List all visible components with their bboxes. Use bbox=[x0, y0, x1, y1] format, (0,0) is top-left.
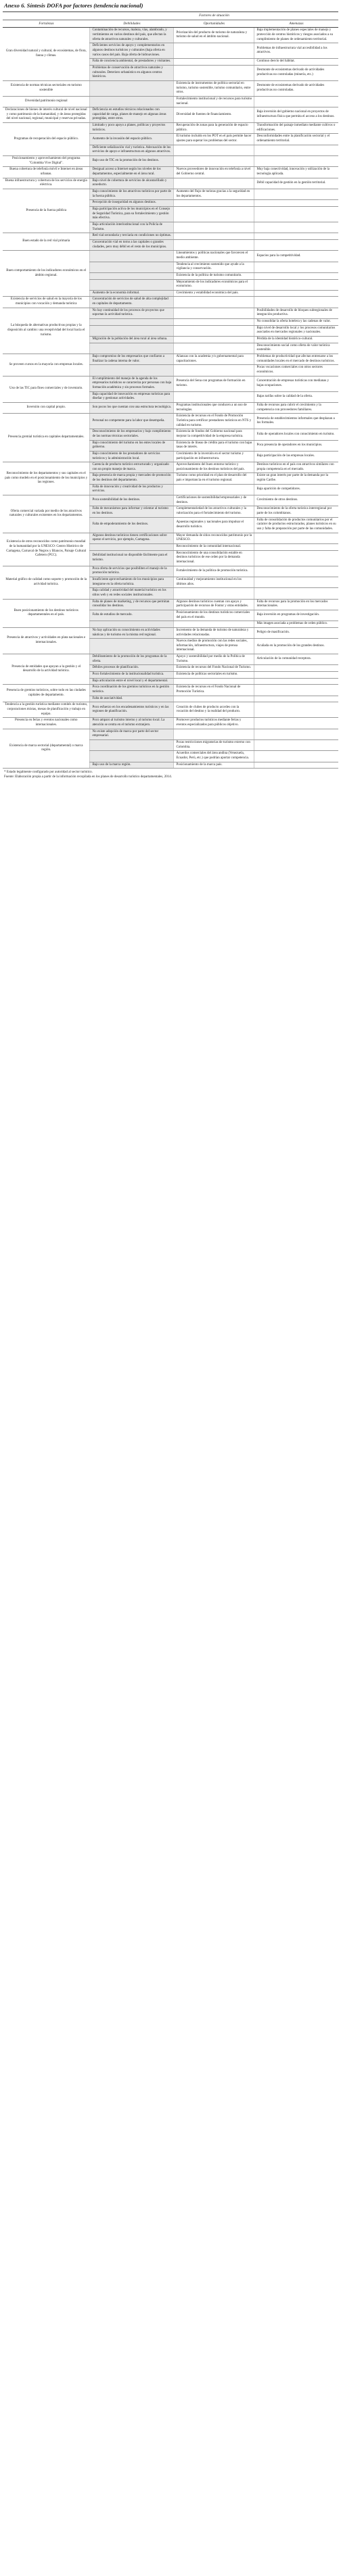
amenaza-cell bbox=[254, 200, 338, 207]
amenaza-cell bbox=[254, 96, 338, 107]
oportunidad-cell: Reconocimiento de una consolidación estable en destinos turísticos de ese orden por la demanda internacional. bbox=[174, 550, 254, 566]
fortaleza-cell: Existencia de servicios de salud en la mayoría de los municipios con vocación y demanda turística bbox=[3, 297, 90, 308]
amenaza-cell bbox=[254, 156, 338, 167]
debilidad-cell: Falta de innovación y creatividad de los productos y servicios. bbox=[90, 484, 174, 495]
amenaza-cell: Poca presencia de operadores en los municipios. bbox=[254, 440, 338, 451]
debilidad-cell: No existe adopción de marca por parte del sector empresarial. bbox=[90, 729, 174, 739]
table-row bbox=[3, 251, 338, 262]
table-row bbox=[3, 308, 338, 318]
table-row bbox=[3, 123, 338, 134]
fortaleza-cell: Presencia gremial turística en capitales departamentales. bbox=[3, 414, 90, 462]
debilidad-cell: Red vial secundaria y terciaria en condiciones no óptimas. bbox=[90, 233, 174, 240]
amenaza-cell bbox=[254, 279, 338, 290]
table-body bbox=[3, 28, 338, 769]
oportunidad-cell bbox=[174, 729, 254, 739]
debilidad-cell bbox=[90, 639, 174, 654]
fortaleza-cell: Inversión con capital propio. bbox=[3, 402, 90, 413]
amenaza-cell bbox=[254, 544, 338, 551]
fortaleza-cell: Oferta comercial variada por medio de los atractivos naturales y culturales existentes en los departamentos. bbox=[3, 495, 90, 533]
oportunidad-cell bbox=[174, 588, 254, 599]
debilidad-cell: Falta de estudios de mercado. bbox=[90, 610, 174, 621]
amenaza-cell: Continuo desvío del hábitat. bbox=[254, 59, 338, 66]
oportunidad-cell: Lineamientos y políticas nacionales que favorecen el medio ambiente. bbox=[174, 251, 254, 262]
amenaza-cell: Desmonte de ecosistemas derivado de actividades productivas no controladas. bbox=[254, 80, 338, 96]
debilidad-cell: Insuficiente aprovechamiento de los municipios para integrarse en la oferta turística. bbox=[90, 577, 174, 587]
debilidad-cell: Bajo conocimiento de los prestadores de servicios turísticos y la administración local. bbox=[90, 451, 174, 462]
debilidad-cell bbox=[90, 739, 174, 750]
fortaleza-cell: Existencia de otros reconocidos como patrimonio mundial de la humanidad por la UNESCO: Centro Histórico de Cartagena, Carnaval de Negros y Blancos, Paisaje Cultural Cafetero (PCC). bbox=[3, 533, 90, 566]
table-row bbox=[3, 685, 338, 696]
oportunidad-cell bbox=[174, 178, 254, 189]
table-row bbox=[3, 178, 338, 189]
debilidad-cell bbox=[90, 621, 174, 628]
debilidad-cell bbox=[90, 751, 174, 762]
amenaza-cell bbox=[254, 239, 338, 250]
amenaza-cell bbox=[254, 672, 338, 679]
debilidad-cell: Falta de empoderamiento de los destinos. bbox=[90, 517, 174, 533]
debilidad-cell bbox=[90, 279, 174, 290]
oportunidad-cell bbox=[174, 325, 254, 336]
debilidad-cell: Deficientes servicios de apoyo y complementarios en algunos destinos turísticos y culturales (baja oferta en varios casos del país. Baja oferta de hidroaviones. bbox=[90, 43, 174, 59]
table-row bbox=[3, 189, 338, 200]
oportunidad-cell: Existencia de recursos en el Fondo de Promoción Turística para certificar prestadores turísticos en NTS y calidad en turismo. bbox=[174, 414, 254, 429]
page bbox=[3, 1, 338, 779]
debilidad-cell bbox=[90, 96, 174, 107]
amenaza-cell: Falta de consolidación de productos comunitarios por el carácter de productos estructurados, planes turísticos en su uso y falta de preparación por parte de las comunidades. bbox=[254, 517, 338, 533]
amenaza-cell bbox=[254, 739, 338, 750]
oportunidad-cell: Apoyo y sostenibilidad por medio de la Política de Turismo. bbox=[174, 654, 254, 665]
fortaleza-cell: Diversidad patrimonio regional bbox=[3, 96, 90, 107]
oportunidad-cell: Certificaciones de sostenibilidad empresariales y de destinos. bbox=[174, 495, 254, 506]
debilidad-cell: Debilidad institucional no disponible fácilmente para el turismo. bbox=[90, 550, 174, 566]
oportunidad-cell: Aprovechamiento del buen entorno turístico y posicionamiento de los destinos turísticos del país. bbox=[174, 462, 254, 473]
table-row bbox=[3, 233, 338, 240]
source-line: Fuente: Elaboración propia a partir de la información recopilada en los planes de desarrollo turístico departamentales, 2014. bbox=[4, 775, 172, 779]
oportunidad-cell: Nuevos proveedores de innovación en telefonía a nivel del Gobierno central. bbox=[174, 167, 254, 178]
debilidad-cell: Desconocimiento de los empresarios y bajo cumplimiento de las normas técnicas sectoriales. bbox=[90, 429, 174, 440]
debilidad-cell: Desigual acceso a Internet según los niveles de los departamentos, especialmente en el área rural. bbox=[90, 167, 174, 178]
fortaleza-cell: Programas de recuperación del espacio público. bbox=[3, 123, 90, 156]
oportunidad-cell bbox=[174, 484, 254, 495]
debilidad-cell: Poco amparo al turismo interno y al turismo local. La atención se centra en el turismo extranjero. bbox=[90, 718, 174, 729]
oportunidad-cell: Existencia de líneas de crédito para el turismo con bajas tasas de interés. bbox=[174, 440, 254, 451]
oportunidad-cell: Programas institucionales que conducen a un uso de tecnologías. bbox=[174, 402, 254, 413]
amenaza-cell bbox=[254, 145, 338, 155]
amenaza-cell bbox=[254, 533, 338, 543]
header-col-fortalezas: Fortalezas bbox=[3, 20, 90, 28]
amenaza-cell bbox=[254, 290, 338, 297]
debilidad-cell: Concentración vial en torno a las capitales o grandes ciudades, pero muy débil en el resto de los municipios. bbox=[90, 239, 174, 250]
oportunidad-cell: Diversidad de fuentes de financiamiento. bbox=[174, 107, 254, 123]
amenaza-cell: Crecimiento de otros destinos. bbox=[254, 495, 338, 506]
amenaza-cell: Bajo nivel de desarrollo local y los procesos comunitarios asociados en mercados regionales y nacionales. bbox=[254, 325, 338, 336]
oportunidad-cell: Creación de clubes de producto acordes con la vocación del destino y la realidad del producto. bbox=[174, 702, 254, 718]
fortaleza-cell: Declaraciones de bienes de interés cultural de nivel nacional y como patrimonio de la humanidad, y de áreas protegidas del nivel nacional, regional, municipal y reservas privadas. bbox=[3, 107, 90, 123]
debilidad-cell bbox=[90, 544, 174, 551]
debilidad-cell: Baja capacidad de innovación en empresas turísticas para diseñar y gestionar actividades. bbox=[90, 391, 174, 402]
fortaleza-cell: Buen comportamiento de los indicadores económicos en el ámbito regional. bbox=[3, 251, 90, 297]
oportunidad-cell: Existencia de políticas sectoriales en turismo. bbox=[174, 672, 254, 679]
oportunidad-cell bbox=[174, 337, 254, 343]
footnote-line: * Estado legalmente configurado por autoridad al sector turístico. bbox=[4, 771, 93, 775]
debilidad-cell bbox=[90, 251, 174, 262]
debilidad-cell: Son pocos los que cuentan con una estructura tecnológica. bbox=[90, 402, 174, 413]
amenaza-cell bbox=[254, 262, 338, 272]
fortaleza-cell: Gran diversidad natural y cultural, de ecosistemas, de flora, fauna y climas. bbox=[3, 28, 90, 81]
table-row bbox=[3, 599, 338, 610]
debilidad-cell: No hay continuidad de los procesos de proyectos que soportan la actividad turística. bbox=[90, 308, 174, 318]
fortaleza-cell: Buen posicionamiento de los destinos turísticos departamentales en el país. bbox=[3, 599, 90, 627]
amenaza-cell: Problemas de productividad que afectan entrenarse a los comunidades locales en el mercado de destinos turísticos. bbox=[254, 354, 338, 365]
oportunidad-cell: Recuperación de zonas para la generación de espacio público. bbox=[174, 123, 254, 134]
oportunidad-cell bbox=[174, 156, 254, 167]
dofa-table bbox=[3, 11, 338, 769]
debilidad-cell: Aumento de la invasión del espacio público. bbox=[90, 134, 174, 145]
table-row bbox=[3, 376, 338, 391]
table-row bbox=[3, 702, 338, 718]
amenaza-cell: Desconocimiento de la oferta turística interregional por parte de los colombianos. bbox=[254, 506, 338, 517]
debilidad-cell: Bajo conocimiento del turismo en los entes locales de gobierno. bbox=[90, 440, 174, 451]
debilidad-cell: Deficiente señalización vial y turística. Adecuación de los servicios de apoyo e infraestructura en algunos atractivos. bbox=[90, 145, 174, 155]
table-row bbox=[3, 402, 338, 413]
header-col-debilidades: Debilidades bbox=[90, 20, 174, 28]
amenaza-cell: Falta de operadores locales con conocimiento en turismo. bbox=[254, 429, 338, 440]
amenaza-cell bbox=[254, 577, 338, 587]
oportunidad-cell: El turismo incluido en los POT en el país permite hacer ajustes para superar los problemas del sector. bbox=[174, 134, 254, 145]
fortaleza-cell: Buena infraestructura y cobertura de los servicios de energía eléctrica. bbox=[3, 178, 90, 189]
debilidad-cell: Baja presencia de marca propia y mercadeo de promoción de los destinos del departamento. bbox=[90, 473, 174, 484]
oportunidad-cell bbox=[174, 391, 254, 402]
debilidad-cell: Baja articulación entre el nivel local y el departamental. bbox=[90, 678, 174, 685]
table-row bbox=[3, 566, 338, 577]
oportunidad-cell bbox=[174, 233, 254, 240]
debilidad-cell bbox=[90, 325, 174, 336]
amenaza-cell: Pérdida de la identidad histórico-cultural. bbox=[254, 337, 338, 343]
fortaleza-cell: Buen estado de la red vial primaria bbox=[3, 233, 90, 251]
amenaza-cell: Peligro de masificación. bbox=[254, 627, 338, 638]
amenaza-cell bbox=[254, 550, 338, 566]
footnote bbox=[4, 771, 338, 779]
oportunidad-cell: Existencia de la política de turismo comunitario. bbox=[174, 272, 254, 279]
oportunidad-cell: Nuevos medios de promoción con las redes sociales, información, infraestructura, viajes de prensa internacional. bbox=[174, 639, 254, 654]
oportunidad-cell: Fortalecimiento institucional y de recursos para turismo nacional. bbox=[174, 96, 254, 107]
debilidad-cell: Poca coordinación de los gremios turísticos en la gestión turística. bbox=[90, 685, 174, 696]
debilidad-cell: Bajo nivel de cobertura de servicios de alcantarillado y acueducto. bbox=[90, 178, 174, 189]
debilidad-cell: Bajo uso de TIC en la promoción de los destinos. bbox=[90, 156, 174, 167]
table-row bbox=[3, 297, 338, 308]
oportunidad-cell bbox=[174, 65, 254, 80]
amenaza-cell: No consolidar la oferta hotelera y las cadenas de valor. bbox=[254, 319, 338, 326]
oportunidad-cell: Posicionamiento de los destinos turísticos comerciales del país en el mundo. bbox=[174, 610, 254, 621]
oportunidad-cell: Existencia de recursos en el Fondo Nacional de Promoción Turística. bbox=[174, 685, 254, 696]
header-group: Factores de situación bbox=[90, 12, 338, 20]
amenaza-cell: Presencia de establecimientos informales que desplazan a los formales. bbox=[254, 414, 338, 429]
amenaza-cell: Baja implementación de planes especiales de manejo y protección de centros históricos y riesgos asociados a su cumplimiento de planes de ordenamiento territorial. bbox=[254, 28, 338, 43]
amenaza-cell: Débil capacidad de gestión en la gestión territorial. bbox=[254, 178, 338, 189]
oportunidad-cell bbox=[174, 43, 254, 59]
oportunidad-cell: Incremento de la demanda de turismo de naturaleza y actividades relacionadas. bbox=[174, 627, 254, 638]
table-row bbox=[3, 718, 338, 729]
debilidad-cell bbox=[90, 319, 174, 326]
amenaza-cell: Articulación de la comunidad receptora. bbox=[254, 654, 338, 665]
debilidad-cell: Poco esfuerzo en los encadenamientos turísticos y en las regiones de planificación. bbox=[90, 702, 174, 718]
oportunidad-cell bbox=[174, 365, 254, 376]
amenaza-cell bbox=[254, 685, 338, 696]
oportunidad-cell: Continuidad y mejoramiento institucional en los últimos años. bbox=[174, 577, 254, 587]
table-row bbox=[3, 28, 338, 43]
debilidad-cell: Carencia de producto turístico estructurado y organizado con un propio manejo de marca. bbox=[90, 462, 174, 473]
fortaleza-cell: Presencia de entidades que apoyan a la gestión y el desarrollo de la actividad turística. bbox=[3, 654, 90, 685]
header-col-amenazas: Amenazas bbox=[254, 20, 338, 28]
table-row bbox=[3, 354, 338, 365]
fortaleza-cell: Presencia en ferias y eventos nacionales como internacionales. bbox=[3, 718, 90, 729]
oportunidad-cell: Posicionamiento de la marca país. bbox=[174, 762, 254, 769]
debilidad-cell: Falta de mecanismos para informar y orientar al turismo en los destinos. bbox=[90, 506, 174, 517]
debilidad-cell: Contaminación de recursos, maleza, vías, alambrado, y vertimientos en varios destinos del país, que afectan la oferta de atractivos naturales y culturales. bbox=[90, 28, 174, 43]
table-row bbox=[3, 80, 338, 96]
amenaza-cell: Baja aparición de competidores. bbox=[254, 484, 338, 495]
oportunidad-cell: Apuestas regionales y nacionales para impulsar el desarrollo turístico. bbox=[174, 517, 254, 533]
debilidad-cell: Falta de planes de marketing, y de recursos que permitan consolidar los destinos. bbox=[90, 599, 174, 610]
oportunidad-cell: Fortalecimiento de la política de promoción turística. bbox=[174, 566, 254, 577]
amenaza-cell: Pocas vocaciones comerciales con otros sectores económicos. bbox=[254, 365, 338, 376]
amenaza-cell: Concentración de empresas turísticas con medianas y bajas ocupaciones. bbox=[254, 376, 338, 391]
oportunidad-cell: Priorización del producto de turismo de naturaleza y turismo de salud en el ámbito nacional. bbox=[174, 28, 254, 43]
amenaza-cell: Bajas tarifas sobre la calidad de la oferta. bbox=[254, 391, 338, 402]
amenaza-cell bbox=[254, 189, 338, 200]
header-blank bbox=[3, 12, 90, 20]
fortaleza-cell: Se proveen cursos en la mayoría con empresas locales. bbox=[3, 354, 90, 376]
oportunidad-cell: Presencia del Sena con programas de formación en turismo. bbox=[174, 376, 254, 391]
oportunidad-cell bbox=[174, 343, 254, 354]
amenaza-cell: Destinos turísticos en el país con atractivos similares con propia competencia en el mercado. bbox=[254, 462, 338, 473]
amenaza-cell bbox=[254, 233, 338, 240]
debilidad-cell: Limitado y poco apoyo a planes, políticas y proyectos turísticos. bbox=[90, 123, 174, 134]
debilidad-cell: No hay aplicación su conocimiento en actividades náuticas y de turismo en la misma red regional. bbox=[90, 627, 174, 638]
oportunidad-cell: Mejoramiento de los indicadores económicos para el ecoturismo. bbox=[174, 279, 254, 290]
amenaza-cell: Desmonte de ecosistemas derivado de actividades productivas no controladas (minería, etc.) bbox=[254, 65, 338, 80]
amenaza-cell: Muy baja conectividad, innovación y utilización de la tecnología aplicada. bbox=[254, 167, 338, 178]
amenaza-cell: Baja inversión del gobierno nacional en proyectos de infraestructura física que permita el acceso a los destinos. bbox=[254, 107, 338, 123]
fortaleza-cell: Uso de las TIC para fines comerciales y de inventario. bbox=[3, 376, 90, 402]
debilidad-cell: Algunos destinos turísticos tienen certificaciones sobre operar el servicio, por ejemplo, Cartagena. bbox=[90, 533, 174, 543]
amenaza-cell bbox=[254, 678, 338, 685]
amenaza-cell: Transformación del paisaje inmediato mediante cultivos o edificaciones. bbox=[254, 123, 338, 134]
oportunidad-cell: Crecimiento y estabilidad económica del país. bbox=[174, 290, 254, 297]
debilidad-cell: Problemas de conservación de atractivos naturales y culturales. Deterioro urbanístico en algunos centros históricos. bbox=[90, 65, 174, 80]
debilidad-cell: El cumplimiento del manejo de la agenda de los empresarios turísticos se caracteriza por personas con baja formación académica y sin procesos formales. bbox=[90, 376, 174, 391]
oportunidad-cell bbox=[174, 621, 254, 628]
table-row bbox=[3, 107, 338, 123]
amenaza-cell: Baja participación de las empresas locales. bbox=[254, 451, 338, 462]
debilidad-cell: Bajo compromiso de los empresarios que confiaron a finalizar la cadena interna de valor. bbox=[90, 354, 174, 365]
amenaza-cell bbox=[254, 566, 338, 577]
debilidad-cell: Personal no competente para la labor que desempeña. bbox=[90, 414, 174, 429]
oportunidad-cell bbox=[174, 206, 254, 222]
oportunidad-cell bbox=[174, 678, 254, 685]
amenaza-cell bbox=[254, 696, 338, 702]
fortaleza-cell: Presencia de atractivos y actividades en plata nacionales e internacionales. bbox=[3, 627, 90, 654]
oportunidad-cell: Turismo como prioridad en el plan de desarrollo del país e importancia en el turismo regional. bbox=[174, 473, 254, 484]
fortaleza-cell: Buena cobertura de telefonía móvil e Internet en áreas urbanas. bbox=[3, 167, 90, 178]
debilidad-cell bbox=[90, 80, 174, 96]
debilidad-cell: Falta de asociatividad. bbox=[90, 696, 174, 702]
amenaza-cell bbox=[254, 206, 338, 222]
oportunidad-cell: Complementariedad de los atractivos culturales y la valorización para el fortalecimiento del turismo. bbox=[174, 506, 254, 517]
fortaleza-cell: Presencia de gremios turísticos, sobre todo en las ciudades capitales de departamento. bbox=[3, 685, 90, 702]
oportunidad-cell: Crecimiento de la inversión en el sector turismo y participación en infraestructura. bbox=[174, 451, 254, 462]
debilidad-cell: Poca oferta de servicios que posibiliten el manejo de la promoción turística. bbox=[90, 566, 174, 577]
oportunidad-cell: Tendencia al crecimiento sostenido que ayude a la vigilancia y conservación. bbox=[174, 262, 254, 272]
debilidad-cell: Debilitamiento de la promoción de los programas de la oferta. bbox=[90, 654, 174, 665]
amenaza-cell: Espacios para la competitividad. bbox=[254, 251, 338, 262]
document-title: Anexo 6. Síntesis DOFA por factores (tendencia nacional) bbox=[4, 2, 143, 9]
oportunidad-cell bbox=[174, 59, 254, 66]
debilidad-cell: Bajo uso de la marca región. bbox=[90, 762, 174, 769]
oportunidad-cell: Pocas restricciones migratorias de turismo externo con Colombia. bbox=[174, 739, 254, 750]
table-row bbox=[3, 729, 338, 739]
amenaza-cell: Más imagen asociada a problemas de orden público. bbox=[254, 621, 338, 628]
oportunidad-cell: Mayor demanda de sitios reconocidos patrimonio por la UNESCO. bbox=[174, 533, 254, 543]
amenaza-cell bbox=[254, 762, 338, 769]
oportunidad-cell: Alianzas con la academia y/o gubernamental para capacitaciones. bbox=[174, 354, 254, 365]
amenaza-cell: Baja inversión en programas de investigación. bbox=[254, 610, 338, 621]
debilidad-cell: Baja participación activa de los municipios en el Consejo de Seguridad Turística, para su fortalecimiento y gestión más efectiva. bbox=[90, 206, 174, 222]
debilidad-cell: Migración de la población del área rural al área urbana. bbox=[90, 337, 174, 343]
table-row bbox=[3, 156, 338, 167]
fortaleza-cell: Reconocimiento de los departamentos y sus capitales en el país como modelo en el posicionamiento de los municipios y las regiones. bbox=[3, 462, 90, 495]
amenaza-cell bbox=[254, 729, 338, 739]
oportunidad-cell: Acuerdos comerciales del área andina (Venezuela, Ecuador, Perú, etc.) que podrían aportar competencia. bbox=[174, 751, 254, 762]
oportunidad-cell: Aumento del flujo de turistas gracias a la seguridad en los departamentos. bbox=[174, 189, 254, 200]
amenaza-cell: Posibilidades de desarrollo de bloques subregionales de integración productiva. bbox=[254, 308, 338, 318]
amenaza-cell bbox=[254, 702, 338, 718]
oportunidad-cell bbox=[174, 297, 254, 308]
table-row bbox=[3, 495, 338, 506]
table-row bbox=[3, 96, 338, 107]
table-row bbox=[3, 167, 338, 178]
fortaleza-cell: Posicionamiento y aprovechamiento del programa "Colombia Vive Digital". bbox=[3, 156, 90, 167]
debilidad-cell bbox=[90, 262, 174, 272]
oportunidad-cell bbox=[174, 200, 254, 207]
oportunidad-cell bbox=[174, 308, 254, 318]
debilidad-cell bbox=[90, 343, 174, 354]
debilidad-cell: Baja articulación interinstitucional con la Policía de Turismo. bbox=[90, 222, 174, 233]
oportunidad-cell: Promover productos turísticos mediante ferias y eventos especializados para públicos objetivo. bbox=[174, 718, 254, 729]
debilidad-cell: Débiles procesos de planificación. bbox=[90, 665, 174, 672]
oportunidad-cell bbox=[174, 319, 254, 326]
debilidad-cell bbox=[90, 272, 174, 279]
oportunidad-cell: Existencia de instrumentos de política sectorial en turismo, turismo sostenible, turismo comunitario, entre otros. bbox=[174, 80, 254, 96]
debilidad-cell: Percepción de inseguridad en algunos destinos. bbox=[90, 200, 174, 207]
amenaza-cell: Acuñada en la promoción de los grandes destinos. bbox=[254, 639, 338, 654]
oportunidad-cell: Existencia de fondos del Gobierno nacional para mejorar la competitividad de la empresa turística. bbox=[174, 429, 254, 440]
debilidad-cell: Aumento de la economía informal. bbox=[90, 290, 174, 297]
amenaza-cell bbox=[254, 272, 338, 279]
fortaleza-cell: Tendencia a la gestión turística mediante comités de turismo, corporaciones mixtas, mesas de planificación y trabajo en equipo. bbox=[3, 702, 90, 718]
amenaza-cell: Existe un gran interés por parte de la demanda por la región Caribe. bbox=[254, 473, 338, 484]
table-row bbox=[3, 627, 338, 638]
table-row bbox=[3, 462, 338, 473]
amenaza-cell: Desconocimiento social como oferta de valor turística sostenible. bbox=[254, 343, 338, 354]
table-row bbox=[3, 533, 338, 543]
debilidad-cell: Baja calidad y atractividad del material turístico en los sitios web y en redes sociales institucionales. bbox=[90, 588, 174, 599]
amenaza-cell bbox=[254, 297, 338, 308]
amenaza-cell: Falta de recursos para cubrir el crecimiento y la competencia con proveedores familiares. bbox=[254, 402, 338, 413]
debilidad-cell: Deficiencia en estudios técnicos relacionados con capacidad de carga, planes de manejo en algunas áreas protegidas, entre otros. bbox=[90, 107, 174, 123]
debilidad-cell bbox=[90, 365, 174, 376]
table-row bbox=[3, 414, 338, 429]
fortaleza-cell: Material gráfico de calidad como soporte y promoción de la actividad turística. bbox=[3, 566, 90, 599]
amenaza-cell: Desconformidades entre la planificación sectorial y el ordenamiento territorial. bbox=[254, 134, 338, 145]
amenaza-cell bbox=[254, 718, 338, 729]
amenaza-cell: Falta de recursos para la promoción en los mercados internacionales. bbox=[254, 599, 338, 610]
debilidad-cell: Bajo conocimiento de los atractivos turísticos por parte de la fuerza pública. bbox=[90, 189, 174, 200]
fortaleza-cell: Existencia de normas técnicas sectoriales en turismo sostenible bbox=[3, 80, 90, 96]
debilidad-cell: Concentración de servicios de salud de alta complejidad en capitales de departamento. bbox=[90, 297, 174, 308]
table-row bbox=[3, 654, 338, 665]
oportunidad-cell bbox=[174, 222, 254, 233]
amenaza-cell bbox=[254, 588, 338, 599]
amenaza-cell bbox=[254, 222, 338, 233]
oportunidad-cell: Reconocimiento de la comunidad internacional. bbox=[174, 544, 254, 551]
fortaleza-cell: La búsqueda de alternativas productivas propias y la disposición al cambio: una receptividad del local hacia el turismo. bbox=[3, 308, 90, 354]
fortaleza-cell: Presencia de la fuerza pública bbox=[3, 189, 90, 233]
fortaleza-cell: Existencia de marca sectorial (departamental) o marca región. bbox=[3, 729, 90, 769]
oportunidad-cell: Existencia de recursos del Fondo Nacional de Turismo. bbox=[174, 665, 254, 672]
debilidad-cell: Poco fortalecimiento de la institucionalidad turística. bbox=[90, 672, 174, 679]
amenaza-cell: Problemas de infraestructura vial accesibilidad a los atractivos. bbox=[254, 43, 338, 59]
oportunidad-cell: Algunos destinos turísticos cuentan con apoyo y participación de recursos de Fontur y otras entidades. bbox=[174, 599, 254, 610]
debilidad-cell: Poca sostenibilidad de los destinos. bbox=[90, 495, 174, 506]
oportunidad-cell bbox=[174, 145, 254, 155]
amenaza-cell bbox=[254, 665, 338, 672]
debilidad-cell: Falta de conciencia ambiental, de prestadores y visitantes. bbox=[90, 59, 174, 66]
oportunidad-cell bbox=[174, 239, 254, 250]
header-col-oportunidades: Oportunidades bbox=[174, 20, 254, 28]
amenaza-cell bbox=[254, 751, 338, 762]
oportunidad-cell bbox=[174, 696, 254, 702]
